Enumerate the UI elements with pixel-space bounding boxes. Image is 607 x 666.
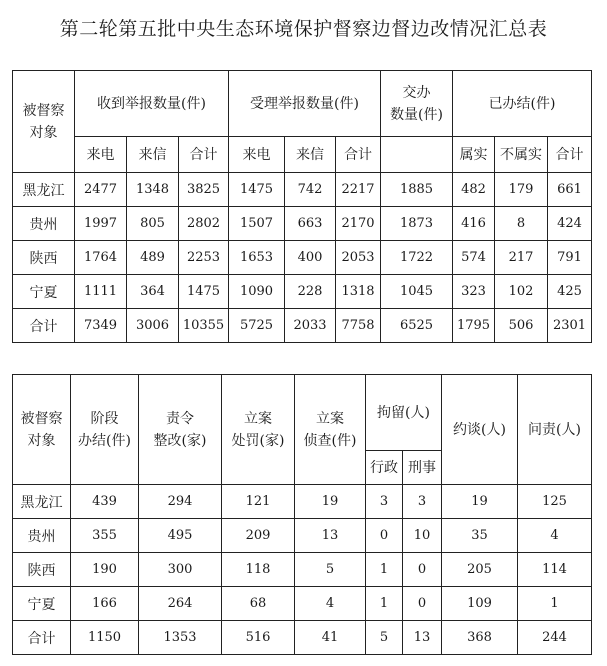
cell: 244	[518, 621, 592, 655]
header-order-line2: 整改(家)	[153, 432, 207, 449]
cell: 516	[222, 621, 295, 655]
cell: 19	[295, 485, 366, 519]
cell: 1045	[381, 275, 453, 309]
cell: 1	[366, 587, 403, 621]
table-row	[13, 485, 592, 519]
row-name: 贵州	[13, 519, 71, 553]
cell: 1	[518, 587, 592, 621]
header-stage-line1: 阶段	[90, 410, 119, 427]
cell: 217	[495, 241, 548, 275]
cell: 742	[285, 173, 336, 207]
cell: 7758	[336, 309, 381, 343]
cell: 2053	[336, 241, 381, 275]
cell: 125	[518, 485, 592, 519]
header-closed: 已办结(件)	[453, 71, 592, 137]
sub-header: 合计	[179, 137, 229, 173]
cell: 1507	[229, 207, 285, 241]
cell: 1764	[75, 241, 127, 275]
cell: 300	[139, 553, 222, 587]
cell: 13	[295, 519, 366, 553]
cell: 190	[71, 553, 139, 587]
table-row-total	[13, 309, 592, 343]
cell: 68	[222, 587, 295, 621]
cell: 661	[548, 173, 592, 207]
sub-header: 行政	[366, 451, 403, 485]
header-region	[13, 71, 75, 173]
table-row	[13, 275, 592, 309]
header-region	[13, 375, 71, 485]
cell: 166	[71, 587, 139, 621]
header-region-line2: 对象	[27, 432, 56, 449]
cell: 2253	[179, 241, 229, 275]
sub-header: 来信	[127, 137, 179, 173]
cell: 5725	[229, 309, 285, 343]
cell: 495	[139, 519, 222, 553]
header-punish	[222, 375, 295, 485]
row-name: 黑龙江	[13, 485, 71, 519]
cell: 439	[71, 485, 139, 519]
cell: 1795	[453, 309, 495, 343]
cell: 7349	[75, 309, 127, 343]
table-row	[13, 587, 592, 621]
cell: 228	[285, 275, 336, 309]
cell: 416	[453, 207, 495, 241]
cell: 8	[495, 207, 548, 241]
cell: 5	[295, 553, 366, 587]
sub-header: 来信	[285, 137, 336, 173]
cell: 10355	[179, 309, 229, 343]
cell: 791	[548, 241, 592, 275]
sub-header: 属实	[453, 137, 495, 173]
header-order	[139, 375, 222, 485]
cell: 0	[366, 519, 403, 553]
cell: 323	[453, 275, 495, 309]
cell: 205	[442, 553, 518, 587]
header-investigate-line2: 侦查(件)	[303, 432, 357, 449]
row-name: 陕西	[13, 241, 75, 275]
header-region-line2: 对象	[29, 124, 58, 141]
header-assigned	[381, 71, 453, 137]
row-name: 黑龙江	[13, 173, 75, 207]
cell: 368	[442, 621, 518, 655]
cell: 1090	[229, 275, 285, 309]
cell: 121	[222, 485, 295, 519]
cell: 425	[548, 275, 592, 309]
cell: 109	[442, 587, 518, 621]
header-stage-line2: 办结(件)	[78, 432, 131, 449]
cell: 1722	[381, 241, 453, 275]
header-stage	[71, 375, 139, 485]
cell: 19	[442, 485, 518, 519]
cell: 209	[222, 519, 295, 553]
header-received: 收到举报数量(件)	[75, 71, 229, 137]
cell: 35	[442, 519, 518, 553]
header-accepted: 受理举报数量(件)	[229, 71, 381, 137]
cell: 1475	[179, 275, 229, 309]
row-name: 贵州	[13, 207, 75, 241]
cell: 5	[366, 621, 403, 655]
row-name: 陕西	[13, 553, 71, 587]
header-investigate	[295, 375, 366, 485]
header-order-line1: 责令	[166, 410, 194, 427]
cell: 355	[71, 519, 139, 553]
cell: 179	[495, 173, 548, 207]
cell: 400	[285, 241, 336, 275]
header-talk: 约谈(人)	[442, 375, 518, 485]
cell: 2477	[75, 173, 127, 207]
header-region-line1: 被督察	[20, 410, 63, 427]
header-investigate-line1: 立案	[316, 410, 344, 427]
table-row	[13, 241, 592, 275]
cell: 294	[139, 485, 222, 519]
cell: 574	[453, 241, 495, 275]
row-name: 合计	[13, 309, 75, 343]
cell: 0	[403, 553, 442, 587]
sub-header: 不属实	[495, 137, 548, 173]
header-punish-line1: 立案	[244, 410, 272, 427]
cell: 2301	[548, 309, 592, 343]
row-name: 宁夏	[13, 587, 71, 621]
cell: 1111	[75, 275, 127, 309]
cell: 2217	[336, 173, 381, 207]
cell: 489	[127, 241, 179, 275]
cell: 1997	[75, 207, 127, 241]
cell: 2033	[285, 309, 336, 343]
cell: 1	[366, 553, 403, 587]
table-row-total	[13, 621, 592, 655]
cell: 118	[222, 553, 295, 587]
cell: 364	[127, 275, 179, 309]
sub-header: 来电	[229, 137, 285, 173]
cell: 1885	[381, 173, 453, 207]
cell: 482	[453, 173, 495, 207]
cell: 264	[139, 587, 222, 621]
cell: 3006	[127, 309, 179, 343]
header-account: 问责(人)	[518, 375, 592, 485]
table-row	[13, 519, 592, 553]
sub-header: 合计	[336, 137, 381, 173]
cell: 805	[127, 207, 179, 241]
table-row	[13, 173, 592, 207]
table-row	[13, 207, 592, 241]
complaints-table	[12, 70, 592, 343]
cell: 506	[495, 309, 548, 343]
cell: 102	[495, 275, 548, 309]
cell: 663	[285, 207, 336, 241]
cell: 424	[548, 207, 592, 241]
cell: 1873	[381, 207, 453, 241]
cell: 3825	[179, 173, 229, 207]
enforcement-table	[12, 374, 592, 655]
row-name: 合计	[13, 621, 71, 655]
header-assigned-line1: 交办	[402, 84, 431, 101]
cell: 1318	[336, 275, 381, 309]
cell: 4	[295, 587, 366, 621]
sub-header: 合计	[548, 137, 592, 173]
header-assigned-line2: 数量(件)	[390, 106, 443, 123]
cell: 6525	[381, 309, 453, 343]
cell: 3	[366, 485, 403, 519]
sub-header: 刑事	[403, 451, 442, 485]
cell: 13	[403, 621, 442, 655]
cell: 1653	[229, 241, 285, 275]
sub-header: 来电	[75, 137, 127, 173]
row-name: 宁夏	[13, 275, 75, 309]
cell: 41	[295, 621, 366, 655]
cell: 3	[403, 485, 442, 519]
cell: 4	[518, 519, 592, 553]
cell: 1150	[71, 621, 139, 655]
header-punish-line2: 处罚(家)	[231, 432, 285, 449]
cell: 2170	[336, 207, 381, 241]
header-region-line1: 被督察	[22, 102, 65, 119]
cell: 1353	[139, 621, 222, 655]
cell: 1348	[127, 173, 179, 207]
table-row	[13, 553, 592, 587]
cell: 10	[403, 519, 442, 553]
header-detain: 拘留(人)	[366, 375, 442, 451]
cell: 1475	[229, 173, 285, 207]
cell: 2802	[179, 207, 229, 241]
sub-header-blank	[381, 137, 453, 173]
cell: 114	[518, 553, 592, 587]
page-title: 第二轮第五批中央生态环境保护督察边督边改情况汇总表	[59, 18, 548, 40]
cell: 0	[403, 587, 442, 621]
